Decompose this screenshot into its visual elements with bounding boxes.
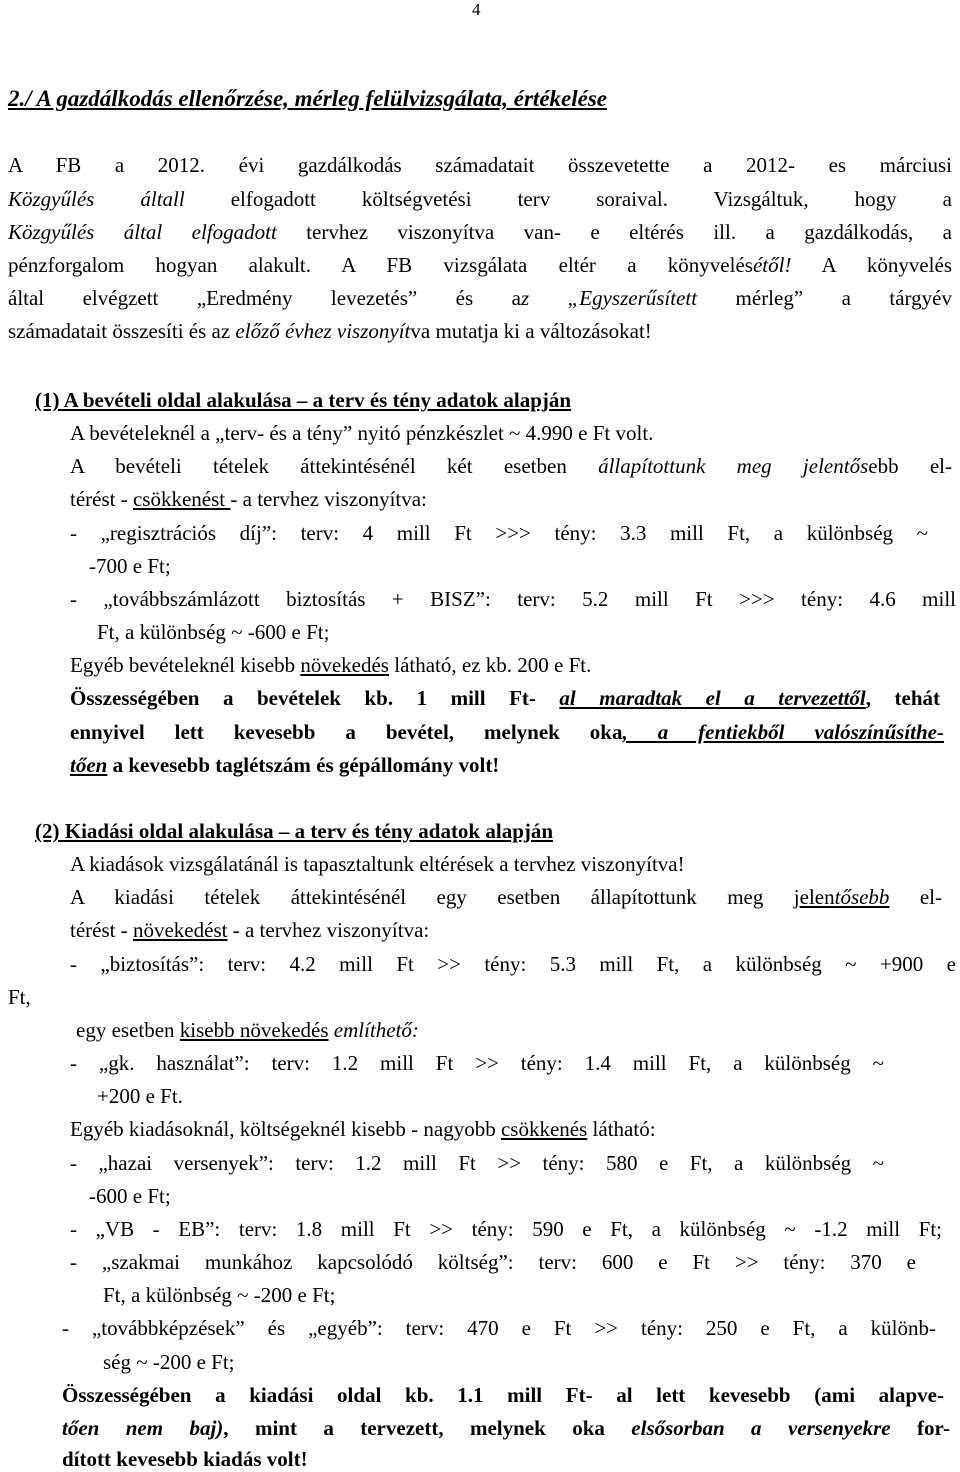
text-run: tervhez viszonyítva van- e eltérés ill. a gazdálkodás, a [276, 220, 952, 244]
paragraph-line [70, 884, 942, 910]
text-run: for- [890, 1416, 951, 1440]
paragraph-line [70, 652, 591, 678]
section-heading: 2./ A gazdálkodás ellenőrzése, mérleg felülvizsgálata, értékelése [8, 86, 607, 111]
text-run: ennyivel lett kevesebb a bevétel, melynek oka [70, 720, 623, 744]
text-run: növekedés [300, 653, 389, 677]
text-run: tősebb [834, 885, 890, 909]
paragraph-line [70, 1116, 656, 1142]
list-item-continuation: -600 e Ft; [89, 1184, 171, 1208]
text-run: kisebb növekedés [179, 1018, 329, 1042]
text-run: , tehát [865, 686, 940, 710]
text-run: A könyvelés [791, 253, 952, 277]
text-run: csökkenés [500, 1117, 588, 1141]
text-run: - a tervhez viszonyítva: [230, 487, 427, 511]
intro-line [8, 186, 952, 212]
intro-line [8, 152, 952, 178]
text-run: va mutatja ki a változásokat! [410, 319, 652, 343]
text-run: számadatait összesíti és az [8, 319, 236, 343]
text-run: - a tervhez viszonyítva: [227, 918, 430, 942]
text-run: térést - [70, 918, 133, 942]
text-run: A kiadási tételek áttekintésénél egy esetben állapítottunk meg [70, 885, 794, 909]
list-item: - „VB - EB”: terv: 1.8 mill Ft >> tény: 590 e Ft, a különbség ~ -1.2 mill Ft; [70, 1217, 942, 1241]
section-title: (1) A bevételi oldal alakulása – a terv és tény adatok alapján [35, 388, 572, 412]
text-run: Közgyűlés általl [8, 187, 185, 211]
summary-line [70, 719, 944, 745]
section-title: (2) Kiadási oldal alakulása – a terv és tény adatok alapján [35, 819, 554, 843]
text-run: mérleg” a tárgyév [697, 286, 952, 310]
list-item: - „hazai versenyek”: terv: 1.2 mill Ft >> tény: 580 e Ft, a különbség ~ [70, 1151, 884, 1175]
list-item: - „gk. használat”: terv: 1.2 mill Ft >> tény: 1.4 mill Ft, a különbség ~ [70, 1051, 884, 1075]
text-run: látható: [587, 1117, 656, 1141]
text-run: által elvégzett „Eredmény levezetés” és a [8, 286, 521, 310]
summary-line: dított kevesebb kiadás volt! [62, 1447, 308, 1471]
paragraph-line [70, 453, 952, 479]
list-item-continuation: +200 e Ft. [97, 1084, 183, 1108]
summary-line [70, 685, 940, 711]
text-run: A bevételi tételek áttekintésénél két esetben [70, 454, 599, 478]
list-item: - „biztosítás”: terv: 4.2 mill Ft >> tény: 5.3 mill Ft, a különbség ~ +900 e [70, 952, 956, 976]
paragraph-line: A kiadások vizsgálatánál is tapasztaltunk eltérések a tervhez viszonyítva! [70, 852, 685, 876]
text-run: állapítottunk meg jelentős [598, 454, 869, 478]
list-item: - „továbbképzések” és „egyéb”: terv: 470 e Ft >> tény: 250 e Ft, a különb- [62, 1316, 936, 1340]
intro-line [8, 318, 652, 344]
paragraph-line: A bevételeknél a „terv- és a tény” nyitó pénzkészlet ~ 4.990 e Ft volt. [70, 421, 654, 445]
text-run: a kevesebb taglétszám és gépállomány volt! [107, 753, 500, 777]
list-item-continuation: Ft, a különbség ~ -200 e Ft; [103, 1283, 336, 1307]
list-item-continuation: -700 e Ft; [89, 554, 171, 578]
list-item: - „továbbszámlázott biztosítás + BISZ”: terv: 5.2 mill Ft >>> tény: 4.6 mill [70, 587, 956, 611]
text-run: elsősorban a versenyekre [631, 1416, 891, 1440]
text-run: jelen [793, 885, 835, 909]
intro-line [8, 252, 952, 278]
text-run: al maradtak el a tervezettől [559, 686, 866, 710]
summary-line [62, 1415, 950, 1441]
text-run: tően [70, 753, 108, 777]
list-item-continuation: Ft, [8, 985, 31, 1009]
summary-line: Összességében a kiadási oldal kb. 1.1 mill Ft- al lett kevesebb (ami alapve- [62, 1383, 944, 1407]
text-run: , a fentiekből valószínűsíthe- [622, 720, 944, 744]
intro-line [8, 285, 952, 311]
page-number: 4 [472, 0, 481, 19]
paragraph-line [70, 917, 429, 943]
text-run: előző évhez viszonyít [235, 319, 411, 343]
list-item: - „regisztrációs díj”: terv: 4 mill Ft >>> tény: 3.3 mill Ft, a különbség ~ [70, 521, 928, 545]
text-run: pénzforgalom hogyan alakult. A FB vizsgálata eltér a könyvelés [8, 253, 753, 277]
text-run: egy esetben [76, 1018, 180, 1042]
text-run: tően nem baj) [62, 1416, 224, 1440]
text-run: említhető: [333, 1018, 419, 1042]
text-run: térést - [70, 487, 133, 511]
summary-line [70, 752, 499, 778]
text-run: látható, ez kb. 200 e Ft. [388, 653, 592, 677]
text-run: z „Egyszerűsített [520, 286, 698, 310]
intro-line [8, 219, 952, 245]
text-run: Közgyűlés által elfogadott [8, 220, 277, 244]
list-item-continuation: ség ~ -200 e Ft; [103, 1350, 235, 1374]
text-run: növekedést [132, 918, 228, 942]
text-run: csökkenést [132, 487, 231, 511]
paragraph-line [76, 1017, 419, 1043]
paragraph-line [70, 486, 427, 512]
text-run: el- [889, 885, 942, 909]
text-run: Egyéb bevételeknél kisebb [70, 653, 301, 677]
text-run: étől! [752, 253, 792, 277]
text-run: A FB a 2012. évi gazdálkodás számadatait összevetette a 2012- es márciusi [8, 153, 952, 177]
list-item-continuation: Ft, a különbség ~ -600 e Ft; [97, 620, 330, 644]
text-run: Összességében a bevételek kb. 1 mill Ft- [70, 686, 560, 710]
text-run: elfogadott költségvetési terv soraival. Vizsgáltuk, hogy a [184, 187, 952, 211]
text-run: ebb el- [868, 454, 952, 478]
text-run: Egyéb kiadásoknál, költségeknél kisebb - nagyobb [70, 1117, 501, 1141]
text-run: , mint a tervezett, melynek oka [223, 1416, 632, 1440]
list-item: - „szakmai munkához kapcsolódó költség”: terv: 600 e Ft >> tény: 370 e [70, 1250, 916, 1274]
